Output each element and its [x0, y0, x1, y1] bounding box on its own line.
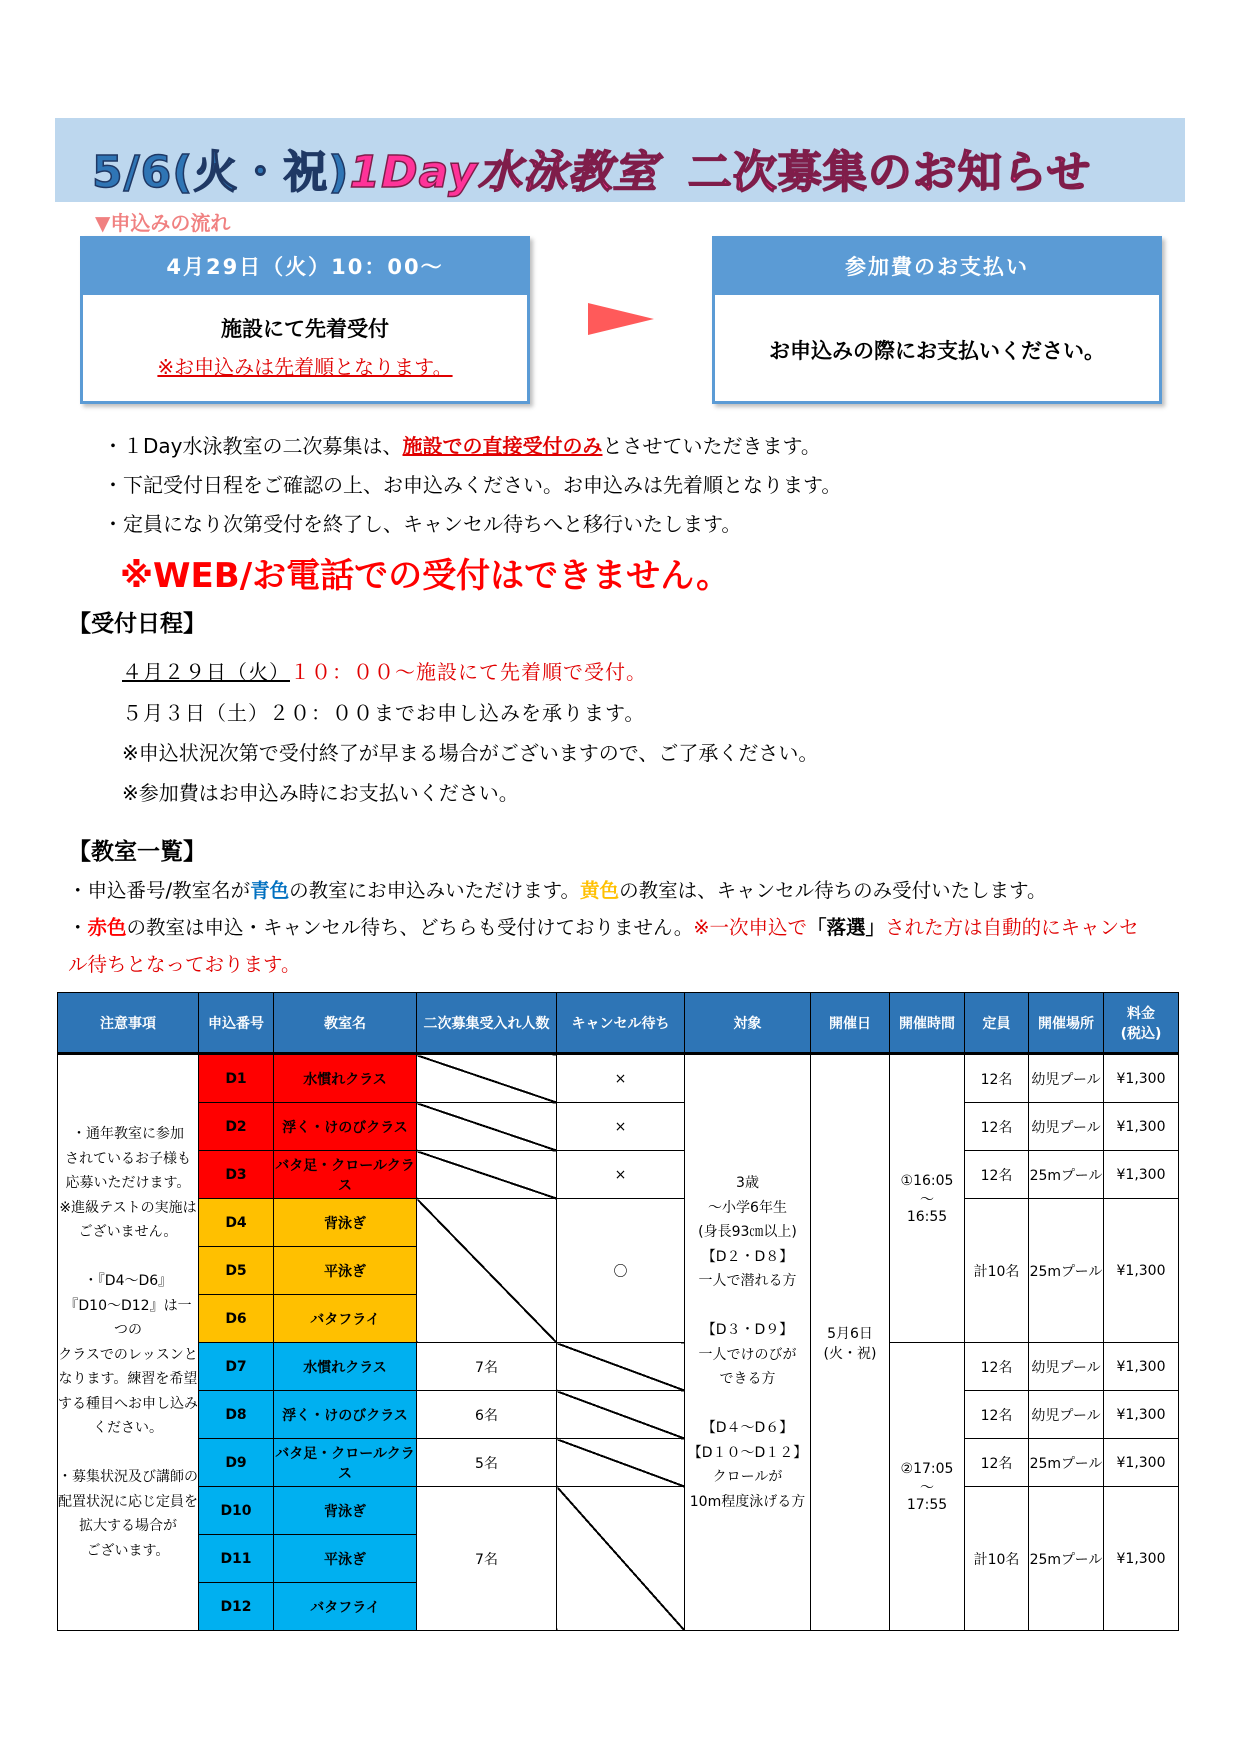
schedule-line-4: ※参加費はお申込み時にお支払いください。	[122, 781, 519, 805]
schedule-heading: 【受付日程】	[68, 611, 206, 637]
header-cancel-wait: キャンセル待ち	[557, 993, 685, 1054]
place: 25mプール	[1029, 1199, 1104, 1343]
classes-note-2-emphasis: 「落選」	[807, 916, 886, 939]
notes-cell: ・通年教室に参加 されているお子様も 応募いただけます。 ※進級テストの実施は ございません。 ・『D4～D6』 『D10～D12』は一つの クラスでのレッスンと なります。練習を希望 する種目へお申し込み ください。 ・募集状況及び講師の 配置状況に応じ定員を 拡大する場合が ございます。	[58, 1054, 199, 1631]
capacity: 計10名	[965, 1487, 1029, 1631]
accept-count-none	[417, 1199, 557, 1343]
cancel-wait-none	[557, 1391, 685, 1439]
table-row	[58, 1487, 1179, 1535]
bullet-3: ・定員になり次第受付を終了し、キャンセル待ちへと移行いたします。	[103, 512, 742, 536]
flow-step-1-head: 4月29日（火）10：00～	[83, 239, 527, 295]
place: 25mプール	[1029, 1487, 1104, 1631]
schedule-line-2: ５月３日（土）２０：００までお申し込みを承ります。	[122, 701, 646, 725]
fee: ¥1,300	[1104, 1054, 1179, 1103]
table-row	[58, 1439, 1179, 1487]
classes-note-red: 赤色	[87, 916, 127, 939]
header-place: 開催場所	[1029, 993, 1104, 1054]
target-cell: 3歳 ～小学6年生 (身長93㎝以上) 【D２・D８】 一人で潜れる方 【D３・D９】 一人でけのびが できる方 【D４～D６】 【D１０～D１２】 クロールが 10m程度泳げる方	[685, 1054, 811, 1631]
class-number: D1	[199, 1054, 274, 1103]
class-name: 水慣れクラス	[274, 1054, 417, 1103]
flow-step-2	[712, 236, 1162, 404]
fee: ¥1,300	[1104, 1343, 1179, 1391]
header-time: 開催時間	[890, 993, 965, 1054]
class-name: 平泳ぎ	[274, 1247, 417, 1295]
class-name: 背泳ぎ	[274, 1487, 417, 1535]
class-number: D10	[199, 1487, 274, 1535]
cancel-wait: ×	[557, 1054, 685, 1103]
header-class-name: 教室名	[274, 993, 417, 1054]
bullet-1-post: とさせていただきます。	[602, 434, 821, 458]
classes-note-2a: の教室は申込・キャンセル待ち、どちらも受付けておりません。	[126, 916, 694, 939]
page-title	[92, 136, 1091, 200]
bullet-1-emphasis: 施設での直接受付のみ	[402, 434, 603, 458]
title-date: 5/6(火・祝)	[92, 147, 350, 198]
classes-note-2b: ※一次申込で	[693, 916, 808, 939]
classes-note-1a: ・申込番号/教室名が	[68, 879, 251, 902]
flow-step-2-head: 参加費のお支払い	[715, 239, 1159, 295]
schedule-line-1	[122, 656, 647, 685]
bullet-2: ・下記受付日程をご確認の上、お申込みください。お申込みは先着順となります。	[103, 473, 842, 497]
flow-step-1-line2: ※お申込みは先着順となります。	[157, 355, 453, 379]
accept-count-none	[417, 1103, 557, 1151]
accept-count-none	[417, 1054, 557, 1103]
accept-count: 6名	[417, 1391, 557, 1439]
classes-note-blue: 青色	[250, 879, 290, 902]
capacity: 12名	[965, 1343, 1029, 1391]
place: 幼児プール	[1029, 1343, 1104, 1391]
accept-count: 7名	[417, 1343, 557, 1391]
class-number: D5	[199, 1247, 274, 1295]
fee: ¥1,300	[1104, 1199, 1179, 1343]
header-date: 開催日	[811, 993, 890, 1054]
fee: ¥1,300	[1104, 1439, 1179, 1487]
warning-text: ※WEB/お電話での受付はできません。	[120, 556, 731, 596]
accept-count: 5名	[417, 1439, 557, 1487]
class-number: D3	[199, 1151, 274, 1199]
class-name: バタ足・クロールクラス	[274, 1151, 417, 1199]
classes-note-1c: の教室は、キャンセル待ちのみ受付いたします。	[619, 879, 1047, 902]
class-name: 浮く・けのびクラス	[274, 1103, 417, 1151]
class-name: 背泳ぎ	[274, 1199, 417, 1247]
flow-step-1	[80, 236, 530, 404]
class-number: D9	[199, 1439, 274, 1487]
classes-note-2: ・赤色の教室は申込・キャンセル待ち、どちらも受付けておりません。※一次申込で「落選」された方は自動的にキャンセ	[68, 916, 1139, 939]
class-name: 浮く・けのびクラス	[274, 1391, 417, 1439]
header-notes: 注意事項	[58, 993, 199, 1054]
bullet-1-pre: ・１Day水泳教室の二次募集は、	[103, 434, 403, 458]
bullet-1	[103, 430, 821, 459]
flow-label: ▼申込みの流れ	[95, 211, 231, 235]
table-row	[58, 1391, 1179, 1439]
flow-step-1-line1: 施設にて先着受付	[221, 317, 389, 341]
fee: ¥1,300	[1104, 1103, 1179, 1151]
table-row	[58, 1151, 1179, 1199]
class-name: バタフライ	[274, 1583, 417, 1631]
class-table	[57, 992, 1179, 1631]
capacity: 12名	[965, 1151, 1029, 1199]
cancel-wait-none	[557, 1439, 685, 1487]
cancel-wait: ×	[557, 1151, 685, 1199]
class-number: D12	[199, 1583, 274, 1631]
fee: ¥1,300	[1104, 1391, 1179, 1439]
accept-count: 7名	[417, 1487, 557, 1631]
capacity: 計10名	[965, 1199, 1029, 1343]
schedule-line-1-rest: １０：００～施設にて先着順で受付。	[290, 660, 647, 684]
classes-note-yellow: 黄色	[580, 879, 620, 902]
header-fee: 料金 (税込)	[1104, 993, 1179, 1054]
header-target: 対象	[685, 993, 811, 1054]
table-row	[58, 1103, 1179, 1151]
class-number: D4	[199, 1199, 274, 1247]
class-number: D7	[199, 1343, 274, 1391]
class-name: 平泳ぎ	[274, 1535, 417, 1583]
cancel-wait: ×	[557, 1103, 685, 1151]
header-accept-count: 二次募集受入れ人数	[417, 993, 557, 1054]
cancel-wait-none	[557, 1343, 685, 1391]
classes-heading: 【教室一覧】	[68, 839, 206, 865]
place: 25mプール	[1029, 1151, 1104, 1199]
class-number: D6	[199, 1295, 274, 1343]
classes-note-1	[68, 875, 1047, 903]
title-notice: 二次募集のお知らせ	[687, 147, 1092, 198]
table-row	[58, 1199, 1179, 1247]
class-name: 水慣れクラス	[274, 1343, 417, 1391]
fee: ¥1,300	[1104, 1487, 1179, 1631]
capacity: 12名	[965, 1054, 1029, 1103]
time-slot-2: ②17:05 ～ 17:55	[890, 1343, 965, 1631]
place: 幼児プール	[1029, 1391, 1104, 1439]
title-event: 1Day水泳教室	[349, 147, 658, 198]
capacity: 12名	[965, 1103, 1029, 1151]
cancel-wait-none	[557, 1487, 685, 1631]
fee: ¥1,300	[1104, 1151, 1179, 1199]
date-cell: 5月6日 (火・祝)	[811, 1054, 890, 1631]
classes-note-3: ル待ちとなっております。	[68, 953, 301, 976]
classes-note-1b: の教室にお申込みいただけます。	[289, 879, 581, 902]
flow-step-2-line1: お申込みの際にお支払いください。	[769, 339, 1105, 363]
capacity: 12名	[965, 1391, 1029, 1439]
capacity: 12名	[965, 1439, 1029, 1487]
schedule-line-1-date: ４月２９日（火）	[122, 660, 290, 684]
place: 25mプール	[1029, 1439, 1104, 1487]
schedule-line-3: ※申込状況次第で受付終了が早まる場合がございますので、ご了承ください。	[122, 741, 819, 765]
class-name: バタ足・クロールクラス	[274, 1439, 417, 1487]
table-row	[58, 1054, 1179, 1103]
header-number: 申込番号	[199, 993, 274, 1054]
accept-count-none	[417, 1151, 557, 1199]
table-row	[58, 1343, 1179, 1391]
flow-arrow-icon	[588, 303, 654, 335]
header-capacity: 定員	[965, 993, 1029, 1054]
cancel-wait: 〇	[557, 1199, 685, 1343]
time-slot-1: ①16:05 ～ 16:55	[890, 1054, 965, 1343]
class-number: D8	[199, 1391, 274, 1439]
classes-note-2c: された方は自動的にキャンセ	[885, 916, 1139, 939]
table-header-row	[58, 993, 1179, 1054]
class-number: D2	[199, 1103, 274, 1151]
place: 幼児プール	[1029, 1103, 1104, 1151]
class-name: バタフライ	[274, 1295, 417, 1343]
class-number: D11	[199, 1535, 274, 1583]
place: 幼児プール	[1029, 1054, 1104, 1103]
